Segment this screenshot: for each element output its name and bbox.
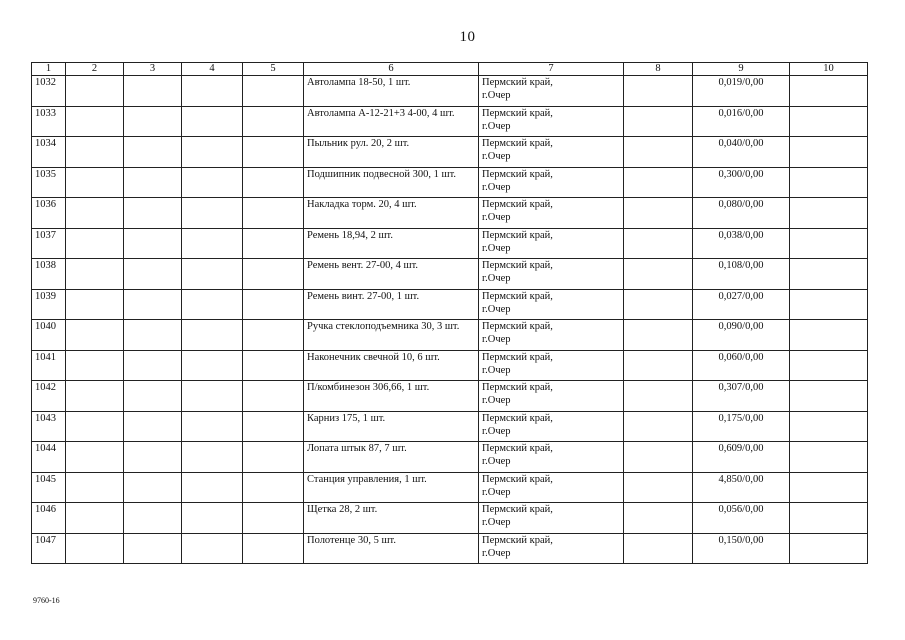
- item-location: [479, 503, 624, 534]
- empty-cell: [624, 411, 693, 442]
- empty-cell: [790, 289, 868, 320]
- empty-cell: [182, 76, 243, 107]
- empty-cell: [790, 503, 868, 534]
- empty-cell: [66, 442, 124, 473]
- empty-cell: [124, 442, 182, 473]
- empty-cell: [124, 228, 182, 259]
- empty-cell: [243, 472, 304, 503]
- row-number: 1033: [32, 106, 66, 137]
- registry-table: [31, 62, 868, 564]
- empty-cell: [790, 472, 868, 503]
- empty-cell: [790, 381, 868, 412]
- location-city: г.Очер: [482, 151, 511, 162]
- empty-cell: [624, 442, 693, 473]
- empty-cell: [66, 320, 124, 351]
- location-region: Пермский край,: [482, 260, 553, 271]
- empty-cell: [790, 442, 868, 473]
- empty-cell: [66, 228, 124, 259]
- empty-cell: [243, 259, 304, 290]
- empty-cell: [182, 350, 243, 381]
- empty-cell: [243, 411, 304, 442]
- row-number: 1036: [32, 198, 66, 229]
- empty-cell: [624, 350, 693, 381]
- item-location: [479, 320, 624, 351]
- empty-cell: [124, 503, 182, 534]
- item-name: Щетка 28, 2 шт.: [304, 503, 479, 534]
- row-number: 1038: [32, 259, 66, 290]
- empty-cell: [66, 472, 124, 503]
- empty-cell: [182, 137, 243, 168]
- table-row: [32, 411, 868, 442]
- empty-cell: [124, 137, 182, 168]
- empty-cell: [790, 137, 868, 168]
- empty-cell: [624, 137, 693, 168]
- location-region: Пермский край,: [482, 412, 553, 424]
- empty-cell: [182, 259, 243, 290]
- location-city: г.Очер: [482, 425, 511, 437]
- column-header: 2: [66, 63, 124, 76]
- empty-cell: [624, 167, 693, 198]
- row-number: 1035: [32, 167, 66, 198]
- empty-cell: [124, 76, 182, 107]
- item-location: [479, 411, 624, 442]
- location-city: г.Очер: [482, 120, 511, 132]
- table-body: [32, 76, 868, 564]
- location-city: г.Очер: [482, 181, 511, 193]
- item-value: 0,300/0,00: [693, 167, 790, 198]
- empty-cell: [243, 167, 304, 198]
- row-number: 1042: [32, 381, 66, 412]
- item-name: Автолампа 18-50, 1 шт.: [304, 76, 479, 107]
- empty-cell: [243, 350, 304, 381]
- item-location: [479, 381, 624, 412]
- table-row: [32, 228, 868, 259]
- empty-cell: [243, 198, 304, 229]
- empty-cell: [66, 350, 124, 381]
- empty-cell: [243, 289, 304, 320]
- empty-cell: [243, 320, 304, 351]
- table-row: [32, 533, 868, 564]
- row-number: 1044: [32, 442, 66, 473]
- empty-cell: [624, 289, 693, 320]
- empty-cell: [790, 411, 868, 442]
- item-value: 0,027/0,00: [693, 289, 790, 320]
- item-value: 0,016/0,00: [693, 106, 790, 137]
- location-region: Пермский край,: [482, 138, 553, 149]
- empty-cell: [790, 350, 868, 381]
- empty-cell: [624, 320, 693, 351]
- column-header: 5: [243, 63, 304, 76]
- location-region: Пермский край,: [482, 473, 553, 485]
- empty-cell: [243, 442, 304, 473]
- location-city: г.Очер: [482, 456, 511, 467]
- table-row: [32, 137, 868, 168]
- item-location: [479, 106, 624, 137]
- item-location: [479, 350, 624, 381]
- item-name: Ручка стеклоподъемника 30, 3 шт.: [304, 320, 479, 351]
- item-value: 0,307/0,00: [693, 381, 790, 412]
- item-name: Автолампа А-12-21+3 4-00, 4 шт.: [304, 106, 479, 137]
- table-row: [32, 167, 868, 198]
- empty-cell: [66, 167, 124, 198]
- location-region: Пермский край,: [482, 168, 553, 180]
- column-header: 9: [693, 63, 790, 76]
- empty-cell: [243, 106, 304, 137]
- row-number: 1039: [32, 289, 66, 320]
- item-location: [479, 259, 624, 290]
- row-number: 1037: [32, 228, 66, 259]
- location-region: Пермский край,: [482, 534, 553, 546]
- item-name: Наконечник свечной 10, 6 шт.: [304, 350, 479, 381]
- empty-cell: [124, 350, 182, 381]
- item-name: Накладка торм. 20, 4 шт.: [304, 198, 479, 229]
- empty-cell: [790, 167, 868, 198]
- location-city: г.Очер: [482, 212, 511, 223]
- empty-cell: [624, 76, 693, 107]
- empty-cell: [624, 228, 693, 259]
- empty-cell: [790, 198, 868, 229]
- empty-cell: [66, 533, 124, 564]
- empty-cell: [624, 198, 693, 229]
- column-header: 4: [182, 63, 243, 76]
- location-region: Пермский край,: [482, 321, 553, 332]
- empty-cell: [66, 106, 124, 137]
- item-location: [479, 137, 624, 168]
- item-value: 0,038/0,00: [693, 228, 790, 259]
- item-name: Ремень вент. 27-00, 4 шт.: [304, 259, 479, 290]
- empty-cell: [124, 320, 182, 351]
- location-city: г.Очер: [482, 395, 511, 406]
- item-value: 0,040/0,00: [693, 137, 790, 168]
- empty-cell: [124, 472, 182, 503]
- item-value: 4,850/0,00: [693, 472, 790, 503]
- empty-cell: [182, 289, 243, 320]
- column-header: 1: [32, 63, 66, 76]
- item-name: Полотенце 30, 5 шт.: [304, 533, 479, 564]
- empty-cell: [790, 320, 868, 351]
- empty-cell: [124, 289, 182, 320]
- location-region: Пермский край,: [482, 382, 553, 393]
- column-header: 3: [124, 63, 182, 76]
- empty-cell: [182, 198, 243, 229]
- empty-cell: [624, 106, 693, 137]
- item-name: Карниз 175, 1 шт.: [304, 411, 479, 442]
- item-value: 0,090/0,00: [693, 320, 790, 351]
- empty-cell: [66, 503, 124, 534]
- location-city: г.Очер: [482, 273, 511, 284]
- empty-cell: [624, 533, 693, 564]
- column-header: 8: [624, 63, 693, 76]
- empty-cell: [790, 259, 868, 290]
- item-value: 0,150/0,00: [693, 533, 790, 564]
- item-value: 0,060/0,00: [693, 350, 790, 381]
- item-name: Ремень 18,94, 2 шт.: [304, 228, 479, 259]
- empty-cell: [182, 167, 243, 198]
- item-location: [479, 76, 624, 107]
- column-header: 10: [790, 63, 868, 76]
- item-value: 0,108/0,00: [693, 259, 790, 290]
- empty-cell: [182, 228, 243, 259]
- table-row: [32, 320, 868, 351]
- empty-cell: [790, 533, 868, 564]
- empty-cell: [243, 76, 304, 107]
- location-city: г.Очер: [482, 90, 511, 101]
- empty-cell: [243, 228, 304, 259]
- empty-cell: [124, 259, 182, 290]
- item-name: Подшипник подвесной 300, 1 шт.: [304, 167, 479, 198]
- location-city: г.Очер: [482, 303, 511, 315]
- column-header: 7: [479, 63, 624, 76]
- empty-cell: [243, 503, 304, 534]
- item-value: 0,609/0,00: [693, 442, 790, 473]
- empty-cell: [790, 228, 868, 259]
- empty-cell: [624, 472, 693, 503]
- empty-cell: [182, 503, 243, 534]
- empty-cell: [182, 320, 243, 351]
- row-number: 1041: [32, 350, 66, 381]
- item-name: Лопата штык 87, 7 шт.: [304, 442, 479, 473]
- empty-cell: [66, 381, 124, 412]
- table-row: [32, 259, 868, 290]
- row-number: 1043: [32, 411, 66, 442]
- item-value: 0,175/0,00: [693, 411, 790, 442]
- location-region: Пермский край,: [482, 290, 553, 302]
- empty-cell: [182, 381, 243, 412]
- empty-cell: [182, 106, 243, 137]
- location-region: Пермский край,: [482, 199, 553, 210]
- location-region: Пермский край,: [482, 351, 553, 363]
- row-number: 1046: [32, 503, 66, 534]
- empty-cell: [624, 503, 693, 534]
- item-location: [479, 442, 624, 473]
- empty-cell: [624, 259, 693, 290]
- location-region: Пермский край,: [482, 443, 553, 454]
- empty-cell: [124, 106, 182, 137]
- location-city: г.Очер: [482, 242, 511, 254]
- item-location: [479, 198, 624, 229]
- item-name: П/комбинезон 306,66, 1 шт.: [304, 381, 479, 412]
- item-location: [479, 289, 624, 320]
- item-name: Станция управления, 1 шт.: [304, 472, 479, 503]
- location-city: г.Очер: [482, 364, 511, 376]
- item-location: [479, 472, 624, 503]
- empty-cell: [66, 76, 124, 107]
- location-region: Пермский край,: [482, 107, 553, 119]
- location-region: Пермский край,: [482, 504, 553, 515]
- table-row: [32, 76, 868, 107]
- item-name: Ремень винт. 27-00, 1 шт.: [304, 289, 479, 320]
- location-city: г.Очер: [482, 547, 511, 559]
- empty-cell: [124, 533, 182, 564]
- table-row: [32, 289, 868, 320]
- empty-cell: [66, 137, 124, 168]
- empty-cell: [182, 533, 243, 564]
- table-row: [32, 381, 868, 412]
- table-row: [32, 503, 868, 534]
- empty-cell: [182, 472, 243, 503]
- empty-cell: [243, 137, 304, 168]
- row-number: 1047: [32, 533, 66, 564]
- empty-cell: [243, 533, 304, 564]
- empty-cell: [66, 259, 124, 290]
- location-city: г.Очер: [482, 517, 511, 528]
- row-number: 1032: [32, 76, 66, 107]
- item-value: 0,019/0,00: [693, 76, 790, 107]
- empty-cell: [790, 76, 868, 107]
- empty-cell: [66, 198, 124, 229]
- empty-cell: [624, 381, 693, 412]
- empty-cell: [243, 381, 304, 412]
- item-location: [479, 533, 624, 564]
- location-city: г.Очер: [482, 334, 511, 345]
- empty-cell: [124, 381, 182, 412]
- location-region: Пермский край,: [482, 77, 553, 88]
- table-row: [32, 350, 868, 381]
- row-number: 1040: [32, 320, 66, 351]
- empty-cell: [66, 289, 124, 320]
- item-value: 0,056/0,00: [693, 503, 790, 534]
- empty-cell: [124, 411, 182, 442]
- location-city: г.Очер: [482, 486, 511, 498]
- table-row: [32, 442, 868, 473]
- row-number: 1034: [32, 137, 66, 168]
- document-code: 9760-16: [33, 596, 60, 605]
- item-value: 0,080/0,00: [693, 198, 790, 229]
- header-row: [32, 63, 868, 76]
- empty-cell: [66, 411, 124, 442]
- empty-cell: [182, 442, 243, 473]
- table-row: [32, 198, 868, 229]
- location-region: Пермский край,: [482, 229, 553, 241]
- empty-cell: [182, 411, 243, 442]
- empty-cell: [124, 198, 182, 229]
- row-number: 1045: [32, 472, 66, 503]
- table-row: [32, 472, 868, 503]
- empty-cell: [124, 167, 182, 198]
- item-location: [479, 167, 624, 198]
- table-row: [32, 106, 868, 137]
- page-number: 10: [459, 29, 476, 45]
- column-header: 6: [304, 63, 479, 76]
- item-name: Пыльник рул. 20, 2 шт.: [304, 137, 479, 168]
- empty-cell: [790, 106, 868, 137]
- item-location: [479, 228, 624, 259]
